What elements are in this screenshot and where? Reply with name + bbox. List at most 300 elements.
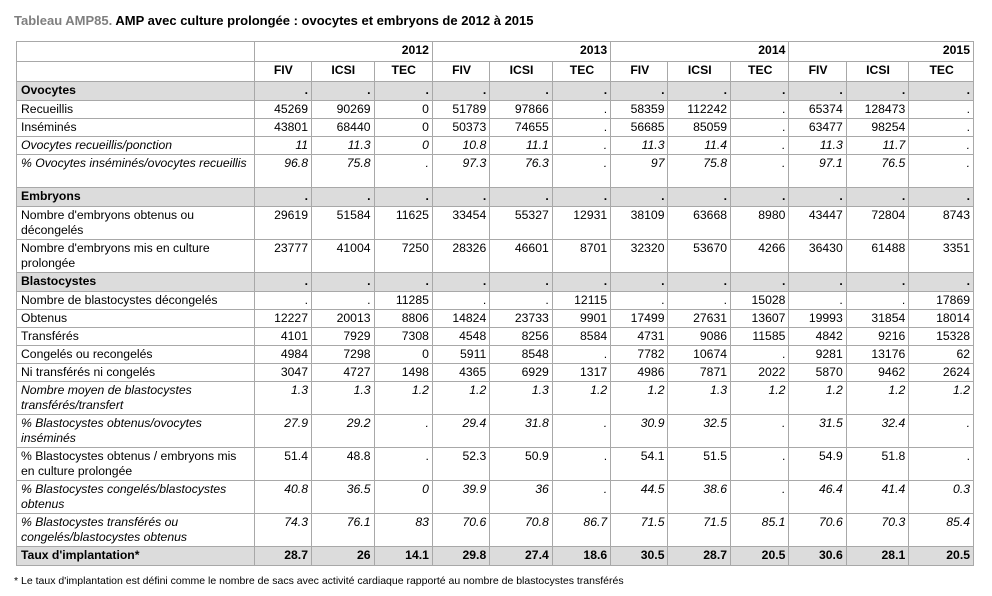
table-cell: 30.5 [611,547,668,566]
table-body [17,42,974,566]
table-cell: 32.5 [668,415,731,448]
table-cell: . [254,292,311,310]
row-label: % Ovocytes inséminés/ovocytes recueillis [17,155,255,188]
table-cell: 41.4 [846,481,909,514]
table-cell: 8256 [490,328,553,346]
table-cell: 55327 [490,207,553,240]
table-cell: 38109 [611,207,668,240]
table-cell: 9281 [789,346,846,364]
table-cell: . [374,448,432,481]
table-cell: . [552,448,610,481]
table-cell: 63477 [789,119,846,137]
column-header: FIV [611,62,668,82]
row-label: Ni transférés ni congelés [17,364,255,382]
section-row [17,273,974,292]
table-cell: 20.5 [731,547,789,566]
table-cell: 4986 [611,364,668,382]
table-cell: . [552,481,610,514]
table-cell: 14824 [432,310,489,328]
table-caption: AMP avec culture prolongée : ovocytes et embryons de 2012 à 2015 [115,13,534,28]
table-cell: 11 [254,137,311,155]
table-cell: 83 [374,514,432,547]
table-row [17,514,974,547]
table-cell: 15328 [909,328,974,346]
table-cell: 12115 [552,292,610,310]
table-cell: 0.3 [909,481,974,514]
column-header: FIV [254,62,311,82]
table-cell: 86.7 [552,514,610,547]
table-cell: 50373 [432,119,489,137]
table-cell: 76.1 [311,514,374,547]
table-cell: . [374,155,432,188]
table-cell: 98254 [846,119,909,137]
table-cell: 4984 [254,346,311,364]
table-row [17,137,974,155]
table-cell: 74655 [490,119,553,137]
table-cell: 1.2 [789,382,846,415]
column-header: TEC [552,62,610,82]
year-header: 2015 [789,42,974,62]
table-cell: 128473 [846,101,909,119]
table-cell: 32.4 [846,415,909,448]
total-row [17,547,974,566]
table-cell: . [552,119,610,137]
row-label: Nombre d'embryons mis en culture prolongée [17,240,255,273]
table-cell: 33454 [432,207,489,240]
table-cell: 13176 [846,346,909,364]
table-cell: 51.8 [846,448,909,481]
table-row [17,481,974,514]
table-cell: 1.2 [611,382,668,415]
table-cell: . [311,273,374,292]
table-cell: 76.3 [490,155,553,188]
table-row [17,364,974,382]
table-cell: 11.4 [668,137,731,155]
row-label: Nombre de blastocystes décongelés [17,292,255,310]
table-cell: 1.2 [552,382,610,415]
table-cell: 8548 [490,346,553,364]
table-cell: . [432,82,489,101]
table-cell: 4842 [789,328,846,346]
table-cell: 36430 [789,240,846,273]
column-header: TEC [909,62,974,82]
table-cell: 51584 [311,207,374,240]
table-cell: 9901 [552,310,610,328]
table-cell: . [552,273,610,292]
row-label: Nombre moyen de blastocystes transférés/transfert [17,382,255,415]
table-cell: . [909,82,974,101]
table-cell: 1.3 [254,382,311,415]
table-cell: . [909,101,974,119]
row-label: Transférés [17,328,255,346]
table-cell: . [611,188,668,207]
table-cell: 11585 [731,328,789,346]
table-cell: 85059 [668,119,731,137]
table-cell: 58359 [611,101,668,119]
table-cell: 48.8 [311,448,374,481]
table-cell: 51.5 [668,448,731,481]
table-cell: 36.5 [311,481,374,514]
table-cell: 20.5 [909,547,974,566]
table-cell: 27631 [668,310,731,328]
table-cell: 9086 [668,328,731,346]
table-cell: 51789 [432,101,489,119]
table-cell: 0 [374,346,432,364]
year-header: 2013 [432,42,610,62]
corner-cell [17,42,255,62]
table-cell: 75.8 [311,155,374,188]
table-cell: . [611,273,668,292]
table-cell: 70.3 [846,514,909,547]
table-cell: 15028 [731,292,789,310]
row-label: % Blastocystes obtenus/ovocytes inséminés [17,415,255,448]
table-cell: 54.1 [611,448,668,481]
table-cell: 3351 [909,240,974,273]
table-cell: 2624 [909,364,974,382]
table-row [17,240,974,273]
table-cell: 7298 [311,346,374,364]
table-cell: . [846,82,909,101]
table-cell: 28326 [432,240,489,273]
table-cell: 11285 [374,292,432,310]
year-header: 2014 [611,42,789,62]
table-cell: 28.1 [846,547,909,566]
table-row [17,310,974,328]
row-label: Congelés ou recongelés [17,346,255,364]
table-cell: 1.3 [668,382,731,415]
table-cell: 11.3 [789,137,846,155]
table-cell: 0 [374,101,432,119]
table-cell: 1.2 [432,382,489,415]
table-cell: 71.5 [668,514,731,547]
table-cell: 40.8 [254,481,311,514]
table-cell: 96.8 [254,155,311,188]
table-cell: 8980 [731,207,789,240]
year-header: 2012 [254,42,432,62]
row-label: Blastocystes [17,273,255,292]
table-cell: 70.6 [432,514,489,547]
section-row [17,82,974,101]
table-title [14,13,534,28]
table-cell: . [254,188,311,207]
table-cell: . [432,188,489,207]
table-cell: 53670 [668,240,731,273]
table-cell: 29.4 [432,415,489,448]
table-row [17,292,974,310]
table-cell: 74.3 [254,514,311,547]
table-cell: . [731,155,789,188]
table-cell: 7250 [374,240,432,273]
table-cell: 20013 [311,310,374,328]
row-label: % Blastocystes obtenus / embryons mis en culture prolongée [17,448,255,481]
table-cell: . [432,292,489,310]
table-cell: . [552,101,610,119]
table-cell: 9462 [846,364,909,382]
table-cell: 31.8 [490,415,553,448]
table-cell: 63668 [668,207,731,240]
table-cell: 38.6 [668,481,731,514]
section-row [17,188,974,207]
table-cell: 70.8 [490,514,553,547]
table-cell: 11.7 [846,137,909,155]
table-row [17,346,974,364]
table-cell: . [668,292,731,310]
table-cell: 4731 [611,328,668,346]
table-cell: 11.1 [490,137,553,155]
column-header: FIV [432,62,489,82]
table-cell: 19993 [789,310,846,328]
table-row [17,448,974,481]
table-cell: 4727 [311,364,374,382]
table-cell: 56685 [611,119,668,137]
table-cell: 85.1 [731,514,789,547]
table-cell: 4266 [731,240,789,273]
table-cell: . [909,137,974,155]
table-cell: 68440 [311,119,374,137]
table-cell: . [668,188,731,207]
year-header-row [17,42,974,62]
table-cell: . [432,273,489,292]
table-cell: . [731,119,789,137]
table-row [17,328,974,346]
table-cell: . [909,273,974,292]
table-cell: 32320 [611,240,668,273]
table-cell: . [668,82,731,101]
table-cell: . [789,292,846,310]
table-cell: 75.8 [668,155,731,188]
table-cell: 70.6 [789,514,846,547]
table-cell: . [909,119,974,137]
table-cell: 39.9 [432,481,489,514]
table-cell: . [552,188,610,207]
table-cell: 1.3 [490,382,553,415]
column-header: FIV [789,62,846,82]
footnote: * Le taux d'implantation est défini comme le nombre de sacs avec activité cardiaque rapporté au nombre de blastocystes transférés [14,575,624,587]
technique-header-row [17,62,974,82]
table-cell: 62 [909,346,974,364]
table-cell: 17869 [909,292,974,310]
table-cell: . [731,346,789,364]
table-cell: 52.3 [432,448,489,481]
table-cell: 90269 [311,101,374,119]
table-cell: . [731,137,789,155]
table-cell: 1.2 [909,382,974,415]
table-cell: 54.9 [789,448,846,481]
table-cell: . [909,448,974,481]
table-cell: 51.4 [254,448,311,481]
table-cell: 1.2 [846,382,909,415]
table-cell: . [731,82,789,101]
table-cell: . [490,82,553,101]
table-cell: 97.3 [432,155,489,188]
table-cell: 8701 [552,240,610,273]
table-cell: 26 [311,547,374,566]
table-cell: . [254,273,311,292]
table-row [17,119,974,137]
table-cell: . [311,188,374,207]
table-cell: 0 [374,137,432,155]
table-cell: 0 [374,481,432,514]
table-cell: 71.5 [611,514,668,547]
table-cell: 36 [490,481,553,514]
table-cell: . [846,188,909,207]
table-cell: 97 [611,155,668,188]
table-cell: . [311,82,374,101]
table-cell: . [731,415,789,448]
table-row [17,155,974,188]
table-cell: . [731,481,789,514]
table-cell: 0 [374,119,432,137]
table-cell: 10.8 [432,137,489,155]
row-label: Inséminés [17,119,255,137]
table-cell: 12931 [552,207,610,240]
table-cell: 27.4 [490,547,553,566]
row-label: Ovocytes recueillis/ponction [17,137,255,155]
table-cell: 1.3 [311,382,374,415]
table-cell: 11.3 [611,137,668,155]
table-cell: 61488 [846,240,909,273]
row-label: Taux d'implantation* [17,547,255,566]
table-cell: . [789,273,846,292]
column-header: ICSI [668,62,731,82]
table-cell: 2022 [731,364,789,382]
table-cell: 45269 [254,101,311,119]
table-row [17,207,974,240]
table-cell: 1498 [374,364,432,382]
table-cell: 30.9 [611,415,668,448]
table-cell: 17499 [611,310,668,328]
column-header: TEC [374,62,432,82]
row-label: Ovocytes [17,82,255,101]
table-row [17,101,974,119]
table-cell: . [846,292,909,310]
table-cell: 85.4 [909,514,974,547]
table-cell: . [789,188,846,207]
row-label: Recueillis [17,101,255,119]
column-header: ICSI [846,62,909,82]
table-cell: . [731,188,789,207]
table-row [17,382,974,415]
table-cell: 31854 [846,310,909,328]
table-cell: . [552,346,610,364]
table-cell: 8806 [374,310,432,328]
row-label: % Blastocystes congelés/blastocystes obtenus [17,481,255,514]
table-cell: . [552,82,610,101]
table-cell: . [731,101,789,119]
table-cell: 8743 [909,207,974,240]
table-cell: . [552,415,610,448]
table-cell: . [731,273,789,292]
table-cell: 46.4 [789,481,846,514]
table-cell: 18014 [909,310,974,328]
table-cell: 97866 [490,101,553,119]
data-table [16,41,974,566]
table-cell: . [909,155,974,188]
table-cell: 29.2 [311,415,374,448]
table-cell: . [311,292,374,310]
table-cell: 4548 [432,328,489,346]
table-cell: . [731,448,789,481]
table-cell: 8584 [552,328,610,346]
table-cell: . [552,155,610,188]
table-cell: 76.5 [846,155,909,188]
table-cell: 7782 [611,346,668,364]
table-cell: 11625 [374,207,432,240]
table-cell: . [789,82,846,101]
table-cell: 43447 [789,207,846,240]
table-cell: . [611,82,668,101]
table-number: Tableau AMP85. [14,13,113,28]
table-cell: 46601 [490,240,553,273]
table-cell: 41004 [311,240,374,273]
table-cell: . [909,415,974,448]
table-cell: . [490,273,553,292]
table-cell: 3047 [254,364,311,382]
column-header: ICSI [490,62,553,82]
table-cell: . [668,273,731,292]
table-cell: 112242 [668,101,731,119]
table-cell: 5911 [432,346,489,364]
table-cell: 7308 [374,328,432,346]
table-cell: 27.9 [254,415,311,448]
table-cell: 4365 [432,364,489,382]
table-cell: 29.8 [432,547,489,566]
table-cell: . [490,292,553,310]
row-label: Nombre d'embryons obtenus ou décongelés [17,207,255,240]
table-cell: . [254,82,311,101]
row-label: Embryons [17,188,255,207]
table-cell: 12227 [254,310,311,328]
table-cell: 7929 [311,328,374,346]
table-cell: 14.1 [374,547,432,566]
row-label: % Blastocystes transférés ou congelés/blastocystes obtenus [17,514,255,547]
table-cell: 10674 [668,346,731,364]
table-cell: 1317 [552,364,610,382]
table-cell: 5870 [789,364,846,382]
table-cell: 6929 [490,364,553,382]
table-cell: 28.7 [668,547,731,566]
table-cell: 23777 [254,240,311,273]
table-cell: 11.3 [311,137,374,155]
table-row [17,415,974,448]
table-cell: 31.5 [789,415,846,448]
table-cell: . [552,137,610,155]
table-cell: 13607 [731,310,789,328]
table-cell: 97.1 [789,155,846,188]
row-label: Obtenus [17,310,255,328]
table-cell: 72804 [846,207,909,240]
table-cell: 18.6 [552,547,610,566]
table-cell: . [374,82,432,101]
table-cell: 7871 [668,364,731,382]
table-cell: 43801 [254,119,311,137]
table-cell: . [909,188,974,207]
table-cell: 4101 [254,328,311,346]
corner-cell [17,62,255,82]
table-cell: 44.5 [611,481,668,514]
table-cell: . [846,273,909,292]
table-cell: . [611,292,668,310]
table-cell: 23733 [490,310,553,328]
table-cell: 65374 [789,101,846,119]
table-cell: 29619 [254,207,311,240]
table-cell: . [374,188,432,207]
table-cell: 50.9 [490,448,553,481]
table-cell: . [490,188,553,207]
table-cell: 1.2 [731,382,789,415]
column-header: TEC [731,62,789,82]
table-cell: 1.2 [374,382,432,415]
